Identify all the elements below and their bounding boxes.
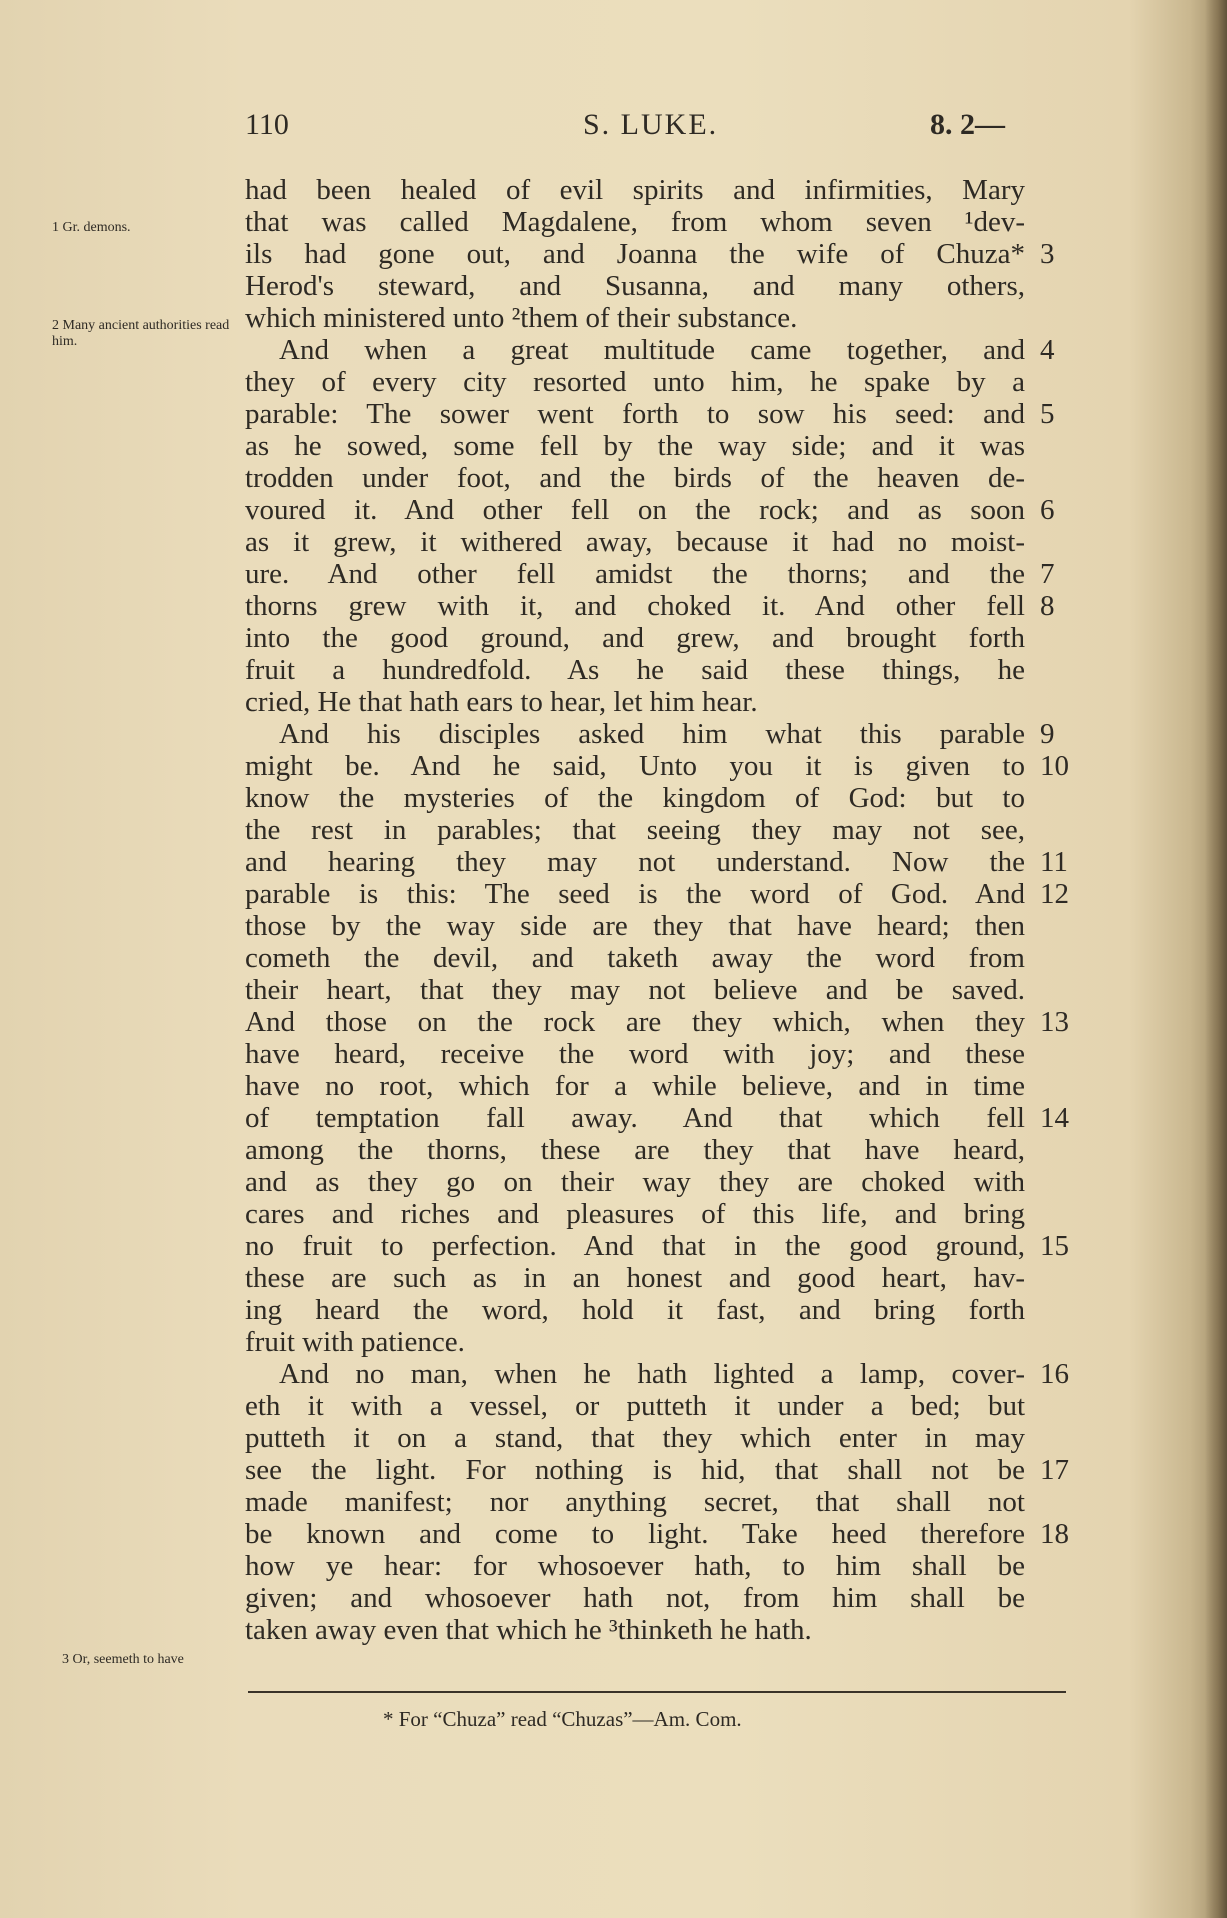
text-line	[245, 622, 1025, 654]
line-text: And those on the rock are they which, when they	[245, 1006, 1025, 1038]
verse-number: 7	[1040, 558, 1055, 590]
verse-number: 14	[1040, 1102, 1069, 1134]
verse-number: 10	[1040, 750, 1069, 782]
verse-number: 11	[1040, 846, 1068, 878]
text-line	[245, 1038, 1025, 1070]
text-line	[245, 526, 1025, 558]
page-edge-shadow	[1205, 0, 1227, 1918]
verse-number: 15	[1040, 1230, 1069, 1262]
line-text: know the mysteries of the kingdom of God: but to	[245, 782, 1025, 814]
text-line	[245, 1422, 1025, 1454]
line-text: of temptation fall away. And that which fell	[245, 1102, 1025, 1134]
line-text: these are such as in an honest and good heart, hav-	[245, 1262, 1025, 1294]
line-text: they of every city resorted unto him, he spake by a	[245, 366, 1025, 398]
text-line	[245, 1582, 1025, 1614]
line-text: thorns grew with it, and choked it. And other fell	[245, 590, 1025, 622]
text-line	[245, 846, 1068, 878]
line-text: which ministered unto ²them of their substance.	[245, 302, 798, 334]
text-line	[245, 1006, 1069, 1038]
line-text: voured it. And other fell on the rock; and as soon	[245, 494, 1025, 526]
verse-number: 4	[1040, 334, 1055, 366]
line-text: cried, He that hath ears to hear, let him hear.	[245, 686, 758, 718]
line-text: the rest in parables; that seeing they may not see,	[245, 814, 1025, 846]
verse-number: 12	[1040, 878, 1069, 910]
footnote: * For “Chuza” read “Chuzas”—Am. Com.	[383, 1707, 742, 1731]
text-line	[245, 718, 1055, 750]
line-text: have no root, which for a while believe, and in time	[245, 1070, 1025, 1102]
line-text: as he sowed, some fell by the way side; and it was	[245, 430, 1025, 462]
line-text: as it grew, it withered away, because it had no moist-	[245, 526, 1025, 558]
running-title: S. LUKE.	[583, 108, 719, 141]
text-line	[245, 174, 1025, 206]
line-text: among the thorns, these are they that have heard,	[245, 1134, 1025, 1166]
line-text: might be. And he said, Unto you it is given to	[245, 750, 1025, 782]
text-line	[245, 1262, 1025, 1294]
text-line	[245, 462, 1025, 494]
text-line	[245, 1102, 1069, 1134]
text-line	[245, 750, 1069, 782]
text-line	[245, 494, 1055, 526]
text-line	[245, 910, 1025, 942]
text-line	[245, 334, 1055, 366]
text-line	[245, 238, 1055, 270]
line-text: parable: The sower went forth to sow his seed: and	[245, 398, 1025, 430]
line-text: ure. And other fell amidst the thorns; and the	[245, 558, 1025, 590]
line-text: fruit a hundredfold. As he said these things, he	[245, 654, 1025, 686]
line-text: be known and come to light. Take heed therefore	[245, 1518, 1025, 1550]
text-line	[245, 1358, 1069, 1390]
text-line	[245, 974, 1025, 1006]
line-text: taken away even that which he ³thinketh he hath.	[245, 1614, 812, 1646]
text-line	[245, 206, 1025, 238]
verse-number: 5	[1040, 398, 1055, 430]
verse-number: 6	[1040, 494, 1055, 526]
line-text: ils had gone out, and Joanna the wife of Chuza*	[245, 238, 1025, 270]
line-text: And when a great multitude came together, and	[279, 334, 1025, 366]
line-text: parable is this: The seed is the word of God. And	[245, 878, 1025, 910]
text-line	[245, 1390, 1025, 1422]
line-text: cometh the devil, and taketh away the word from	[245, 942, 1025, 974]
text-line	[245, 398, 1055, 430]
text-line	[245, 878, 1069, 910]
text-line	[245, 1198, 1025, 1230]
text-line	[245, 1294, 1025, 1326]
line-text: into the good ground, and grew, and brought forth	[245, 622, 1025, 654]
text-line	[245, 814, 1025, 846]
verse-number: 9	[1040, 718, 1055, 750]
line-text: cares and riches and pleasures of this life, and bring	[245, 1198, 1025, 1230]
line-text: and hearing they may not understand. Now the	[245, 846, 1025, 878]
line-text: eth it with a vessel, or putteth it under a bed; but	[245, 1390, 1025, 1422]
text-line	[245, 1550, 1025, 1582]
text-line	[245, 1614, 1025, 1646]
margin-note-2: 2 Many ancient authorities read him.	[52, 318, 230, 349]
margin-note-3: 3 Or, seemeth to have	[62, 1652, 184, 1667]
text-line	[245, 430, 1025, 462]
line-text: have heard, receive the word with joy; and these	[245, 1038, 1025, 1070]
text-line	[245, 686, 1025, 718]
text-line	[245, 1134, 1025, 1166]
verse-number: 16	[1040, 1358, 1069, 1390]
text-line	[245, 1326, 1025, 1358]
footnote-rule	[248, 1691, 1066, 1693]
line-text: that was called Magdalene, from whom seven ¹dev-	[245, 206, 1025, 238]
margin-note-1: 1 Gr. demons.	[52, 220, 131, 235]
line-text: given; and whosoever hath not, from him shall be	[245, 1582, 1025, 1614]
text-line	[245, 590, 1055, 622]
line-text: putteth it on a stand, that they which enter in may	[245, 1422, 1025, 1454]
line-text: had been healed of evil spirits and infirmities, Mary	[245, 174, 1025, 206]
line-text: trodden under foot, and the birds of the heaven de-	[245, 462, 1025, 494]
line-text: how ye hear: for whosoever hath, to him shall be	[245, 1550, 1025, 1582]
line-text: made manifest; nor anything secret, that shall not	[245, 1486, 1025, 1518]
chapter-reference: 8. 2—	[930, 108, 1005, 141]
line-text: no fruit to perfection. And that in the good ground,	[245, 1230, 1025, 1262]
page-header	[245, 108, 1025, 148]
text-line	[245, 302, 1025, 334]
scripture-text	[245, 174, 1069, 1646]
text-line	[245, 1070, 1025, 1102]
text-line	[245, 1166, 1025, 1198]
text-line	[245, 942, 1025, 974]
text-line	[245, 782, 1025, 814]
text-line	[245, 270, 1025, 302]
verse-number: 13	[1040, 1006, 1069, 1038]
text-line	[245, 558, 1055, 590]
text-line	[245, 366, 1025, 398]
text-line	[245, 654, 1025, 686]
line-text: those by the way side are they that have heard; then	[245, 910, 1025, 942]
page-number: 110	[245, 108, 289, 141]
line-text: and as they go on their way they are choked with	[245, 1166, 1025, 1198]
text-line	[245, 1230, 1069, 1262]
line-text: And no man, when he hath lighted a lamp, cover-	[279, 1358, 1025, 1390]
text-line	[245, 1486, 1025, 1518]
verse-number: 18	[1040, 1518, 1069, 1550]
line-text: their heart, that they may not believe and be saved.	[245, 974, 1025, 1006]
text-line	[245, 1518, 1069, 1550]
line-text: see the light. For nothing is hid, that shall not be	[245, 1454, 1025, 1486]
line-text: ing heard the word, hold it fast, and bring forth	[245, 1294, 1025, 1326]
line-text: fruit with patience.	[245, 1326, 465, 1358]
verse-number: 8	[1040, 590, 1055, 622]
line-text: And his disciples asked him what this parable	[279, 718, 1025, 750]
line-text: Herod's steward, and Susanna, and many others,	[245, 270, 1025, 302]
text-line	[245, 1454, 1069, 1486]
verse-number: 3	[1040, 238, 1055, 270]
verse-number: 17	[1040, 1454, 1069, 1486]
